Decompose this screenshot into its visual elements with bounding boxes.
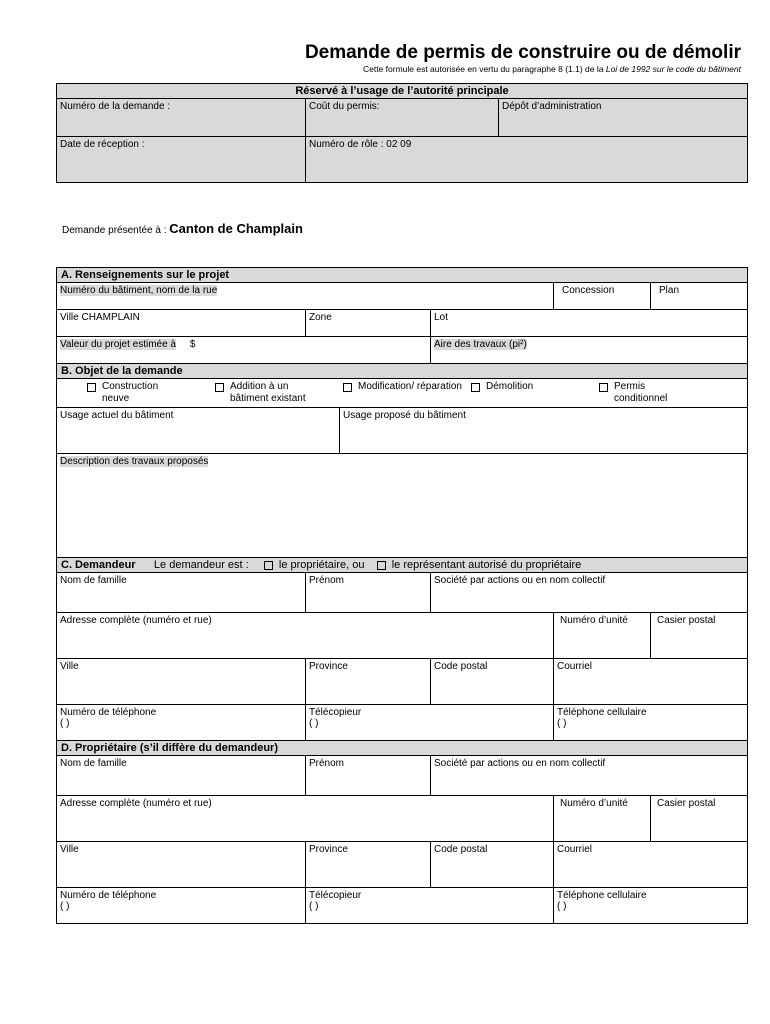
presentee-line: Demande présentée à : Canton de Champlain: [62, 221, 303, 236]
objet-options: [57, 379, 748, 408]
proprietaire-nom-field[interactable]: Nom de famille: [57, 756, 306, 796]
concession-field[interactable]: Concession: [554, 283, 651, 310]
objet-option[interactable]: Permis conditionnel: [599, 381, 727, 405]
proprietaire-unite-field[interactable]: Numéro d’unité: [554, 796, 651, 842]
proprietaire-telecopieur-field[interactable]: Télécopieur ( ): [306, 888, 554, 924]
proprietaire-adresse-field[interactable]: Adresse complète (numéro et rue): [57, 796, 554, 842]
checkbox-icon[interactable]: [215, 383, 224, 392]
proprietaire-cellulaire-field[interactable]: Téléphone cellulaire ( ): [554, 888, 748, 924]
proprietaire-courriel-field[interactable]: Courriel: [554, 842, 748, 888]
form-title: Demande de permis de construire ou de démolir: [304, 42, 741, 63]
section-a-header: A. Renseignements sur le projet: [57, 268, 748, 283]
cout-permis-field[interactable]: Coût du permis:: [306, 99, 499, 137]
checkbox-icon[interactable]: [343, 383, 352, 392]
numero-demande-field[interactable]: Numéro de la demande :: [57, 99, 306, 137]
demandeur-code-postal-field[interactable]: Code postal: [431, 659, 554, 705]
main-form: [56, 267, 748, 924]
description-field[interactable]: Description des travaux proposés: [57, 454, 748, 558]
representant-checkbox[interactable]: [377, 561, 386, 570]
demandeur-fields: [57, 573, 748, 741]
demandeur-cellulaire-field[interactable]: Téléphone cellulaire ( ): [554, 705, 748, 741]
checkbox-icon[interactable]: [599, 383, 608, 392]
reserved-title: Réservé à l’usage de l’autorité principale: [57, 84, 748, 99]
proprietaire-societe-field[interactable]: Société par actions ou en nom collectif: [431, 756, 748, 796]
usage-propose-field[interactable]: Usage proposé du bâtiment: [340, 408, 748, 454]
objet-option[interactable]: Modification/ réparation: [343, 381, 471, 405]
demandeur-telephone-field[interactable]: Numéro de téléphone ( ): [57, 705, 306, 741]
proprietaire-casier-field[interactable]: Casier postal: [651, 796, 748, 842]
section-d-header: D. Propriétaire (s’il diffère du demandeur): [57, 741, 748, 756]
zone-field[interactable]: Zone: [306, 310, 431, 337]
demandeur-adresse-field[interactable]: Adresse complète (numéro et rue): [57, 613, 554, 659]
objet-option[interactable]: Construction neuve: [87, 381, 215, 405]
section-b-header: B. Objet de la demande: [57, 364, 748, 379]
plan-field[interactable]: Plan: [651, 283, 748, 310]
objet-option[interactable]: Démolition: [471, 381, 599, 405]
form-subtitle: Cette formule est autorisée en vertu du paragraphe 8 (1.1) de la Loi de 1992 sur le code du bâtiment: [362, 64, 741, 74]
checkbox-icon[interactable]: [471, 383, 480, 392]
proprietaire-telephone-field[interactable]: Numéro de téléphone ( ): [57, 888, 306, 924]
proprietaire-code-postal-field[interactable]: Code postal: [431, 842, 554, 888]
proprietaire-checkbox[interactable]: [264, 561, 273, 570]
demandeur-ville-field[interactable]: Ville: [57, 659, 306, 705]
depot-field[interactable]: Dépôt d’administration: [499, 99, 748, 137]
demandeur-courriel-field[interactable]: Courriel: [554, 659, 748, 705]
demandeur-province-field[interactable]: Province: [306, 659, 431, 705]
reserved-section: [56, 83, 748, 183]
checkbox-icon[interactable]: [87, 383, 96, 392]
usage-actuel-field[interactable]: Usage actuel du bâtiment: [57, 408, 340, 454]
proprietaire-fields: [57, 756, 748, 924]
proprietaire-prenom-field[interactable]: Prénom: [306, 756, 431, 796]
demandeur-casier-field[interactable]: Casier postal: [651, 613, 748, 659]
proprietaire-province-field[interactable]: Province: [306, 842, 431, 888]
numero-batiment-field[interactable]: Numéro du bâtiment, nom de la rue: [57, 283, 554, 310]
aire-field[interactable]: Aire des travaux (pi²): [431, 337, 748, 364]
date-reception-field[interactable]: Date de réception :: [57, 137, 306, 183]
ville-field[interactable]: Ville CHAMPLAIN: [57, 310, 306, 337]
objet-option[interactable]: Addition à un bâtiment existant: [215, 381, 343, 405]
demandeur-societe-field[interactable]: Société par actions ou en nom collectif: [431, 573, 748, 613]
valeur-field[interactable]: Valeur du projet estimée à $: [57, 337, 431, 364]
demandeur-nom-field[interactable]: Nom de famille: [57, 573, 306, 613]
demandeur-unite-field[interactable]: Numéro d’unité: [554, 613, 651, 659]
section-c-header: C. Demandeur Le demandeur est : le propriétaire, ou le représentant autorisé du propriétaire: [57, 558, 748, 573]
numero-role-field[interactable]: Numéro de rôle : 02 09: [306, 137, 748, 183]
demandeur-prenom-field[interactable]: Prénom: [306, 573, 431, 613]
lot-field[interactable]: Lot: [431, 310, 748, 337]
proprietaire-ville-field[interactable]: Ville: [57, 842, 306, 888]
demandeur-telecopieur-field[interactable]: Télécopieur ( ): [306, 705, 554, 741]
